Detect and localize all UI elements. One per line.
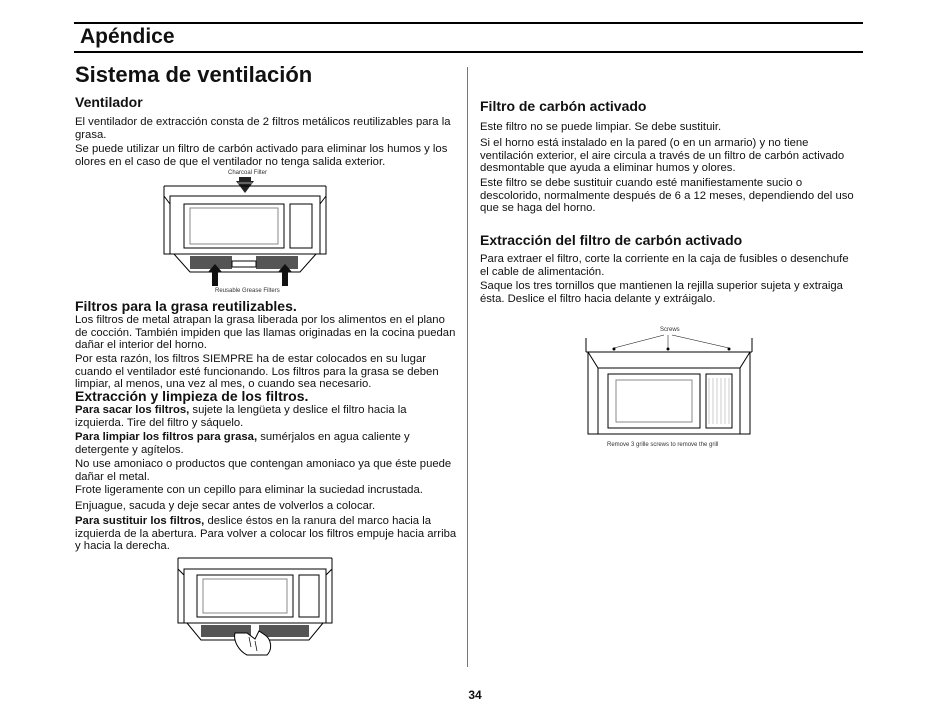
paragraph-frote: Frote ligeramente con un cepillo para eliminar la suciedad incrustada. <box>75 484 423 496</box>
paragraph-carbon-2: Si el horno está instalado en la pared (o en un armario) y no tiene ventilación exterior, el aire circula a través de un filtro de carbón activado desmontable que ayuda a eliminar humos y olores. <box>480 137 845 175</box>
page-number: 34 <box>468 688 482 702</box>
header-top-rule <box>74 22 863 24</box>
paragraph-amoniaco: No use amoniaco o productos que contengan amoniaco ya que éste puede dañar el metal. <box>75 458 452 483</box>
fig2-filter-removal-illustration <box>175 555 335 660</box>
paragraph-limpiar-filtros <box>75 431 457 456</box>
text-sustituir-filtros: deslice éstos en la ranura del marco hacia la izquierda de la abertura. Para volver a colocar los filtros empuje hacia arriba y hacia la derecha. <box>75 515 457 553</box>
column-divider <box>467 67 468 667</box>
paragraph-extraccion-2: Saque los tres tornillos que mantienen la rejilla superior sujeta y extraiga ésta. Deslice el filtro hacia delante y extráigalo. <box>480 280 843 305</box>
page-title: Sistema de ventilación <box>75 62 313 87</box>
heading-filtros-grasa: Filtros para la grasa reutilizables. <box>75 298 297 314</box>
fig3-label-screws: Screws <box>660 327 680 333</box>
paragraph-sacar-filtros <box>75 404 457 429</box>
bold-sustituir-filtros: Para sustituir los filtros, <box>75 515 205 527</box>
paragraph-filtros-2: Por esta razón, los filtros SIEMPRE ha de estar colocados en su lugar cuando el ventilador esté funcionando. Los filtros para la grasa se deben limpiar, al menos, una vez al mes, o cuando sea necesario. <box>75 353 439 391</box>
header-bottom-rule <box>74 51 863 53</box>
heading-filtro-carbon: Filtro de carbón activado <box>480 98 647 114</box>
heading-extraccion-filtro-carbon: Extracción del filtro de carbón activado <box>480 232 743 248</box>
fig3-caption: Remove 3 grille screws to remove the grill <box>607 442 719 448</box>
bold-sacar-filtros: Para sacar los filtros, <box>75 404 190 416</box>
paragraph-enjuague: Enjuague, sacuda y deje secar antes de volverlos a colocar. <box>75 500 376 512</box>
bold-limpiar-filtros: Para limpiar los filtros para grasa, <box>75 431 258 443</box>
fig3-grille-screws-illustration <box>584 330 754 440</box>
fig1-hood-filters-illustration <box>160 176 330 286</box>
header-title: Apéndice <box>80 25 175 48</box>
text-sacar-filtros: sujete la lengüeta y deslice el filtro hacia la izquierda. Tire del filtro y sáquelo. <box>75 404 407 429</box>
text-limpiar-filtros: sumérjalos en agua caliente y detergente y agítelos. <box>75 431 410 456</box>
paragraph-ventilador-2: Se puede utilizar un filtro de carbón activado para eliminar los humos y los olores en el caso de que el ventilador no tenga salida exterior. <box>75 143 448 168</box>
paragraph-ventilador-1: El ventilador de extracción consta de 2 filtros metálicos reutilizables para la grasa. <box>75 116 451 141</box>
paragraph-filtros-1: Los filtros de metal atrapan la grasa liberada por los alimentos en el plano de cocción. También impiden que las llamas originadas en la cocina puedan dañar el interior del horno. <box>75 314 456 352</box>
paragraph-carbon-3: Este filtro se debe sustituir cuando esté manifiestamente sucio o descolorido, normalmente después de 6 a 12 meses, dependiendo del uso que se haga del horno. <box>480 177 854 215</box>
paragraph-sustituir-filtros <box>75 515 457 553</box>
paragraph-extraccion-1: Para extraer el filtro, corte la corriente en la caja de fusibles o desenchufe el cable de alimentación. <box>480 253 849 278</box>
paragraph-carbon-1: Este filtro no se puede limpiar. Se debe sustituir. <box>480 121 722 133</box>
fig1-label-grease-filters: Reusable Grease Filters <box>215 288 280 294</box>
heading-extraccion-limpieza: Extracción y limpieza de los filtros. <box>75 388 309 404</box>
fig1-label-charcoal: Charcoal Filter <box>228 170 268 176</box>
heading-ventilador: Ventilador <box>75 94 143 110</box>
